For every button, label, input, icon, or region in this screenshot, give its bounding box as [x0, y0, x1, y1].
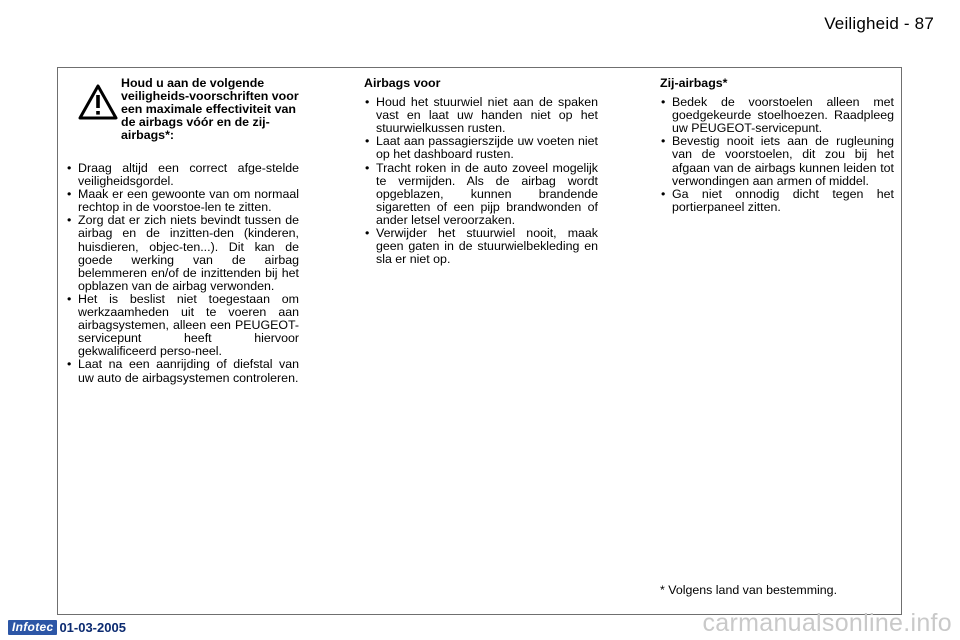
warning-triangle-icon — [78, 84, 118, 120]
list-item: • Houd het stuurwiel niet aan de spaken vast en laat uw handen niet op het stuurwielkussen rusten. — [364, 96, 598, 135]
list-item: • Het is beslist niet toegestaan om werkzaamheden uit te voeren aan airbagsystemen, alleen een PEUGEOT-servicepunt heeft hiervoor gekwalificeerd perso-neel. — [66, 293, 299, 358]
page-title: Veiligheid - 87 — [824, 14, 934, 33]
column-side-airbags — [660, 76, 894, 214]
column-safety-rules — [66, 76, 299, 385]
content-box — [57, 67, 902, 615]
list-item: • Bevestig nooit iets aan de rugleuning van de voorstoelen, dit zou bij het afgaan van de airbags kunnen leiden tot verwondingen aan armen of middel. — [660, 135, 894, 187]
list-item: • Zorg dat er zich niets bevindt tussen de airbag en de inzitten-den (kinderen, huisdieren, objec-ten...). Dit kan de goede werking van de airbag belemmeren en/of de inzittenden bij het opblazen van de airbag verwonden. — [66, 214, 299, 293]
list-item: • Laat aan passagierszijde uw voeten niet op het dashboard rusten. — [364, 135, 598, 161]
footer-date: 01-03-2005 — [59, 619, 126, 635]
warning-text: Houd u aan de volgende veiligheids-voorschriften voor een maximale effectiviteit van de airbags vóór en de zij-airbags*: — [121, 76, 299, 143]
section-title-front-airbags: Airbags voor — [364, 76, 441, 90]
list-item: • Ga niet onnodig dicht tegen het portierpaneel zitten. — [660, 188, 894, 214]
list-item: • Laat na een aanrijding of diefstal van uw auto de airbagsystemen controleren. — [66, 358, 299, 384]
infotec-logo: Infotec — [8, 620, 57, 635]
side-airbags-list — [660, 96, 894, 214]
list-item: • Draag altijd een correct afge-stelde veiligheidsgordel. — [66, 162, 299, 188]
list-item: • Maak er een gewoonte van om normaal rechtop in de voorstoe-len te zitten. — [66, 188, 299, 214]
watermark: carmanualsonline.info — [702, 609, 952, 637]
list-item: • Tracht roken in de auto zoveel mogelijk te vermijden. Als de airbag wordt opgeblazen, kunnen brandende sigaretten of een pijp brandwonden of ander letsel veroorzaken. — [364, 162, 598, 227]
safety-rules-list — [66, 162, 299, 385]
list-item: • Verwijder het stuurwiel nooit, maak geen gaten in de stuurwielbekleding en sla er niet op. — [364, 227, 598, 266]
footnote: * Volgens land van bestemming. — [660, 583, 838, 597]
front-airbags-list — [364, 96, 598, 266]
list-item: • Bedek de voorstoelen alleen met goedgekeurde stoelhoezen. Raadpleeg uw PEUGEOT-servicepunt. — [660, 96, 894, 135]
section-title-side-airbags: Zij-airbags* — [660, 76, 728, 90]
column-front-airbags — [364, 76, 598, 266]
warning-block — [66, 76, 299, 162]
footer — [8, 619, 126, 635]
